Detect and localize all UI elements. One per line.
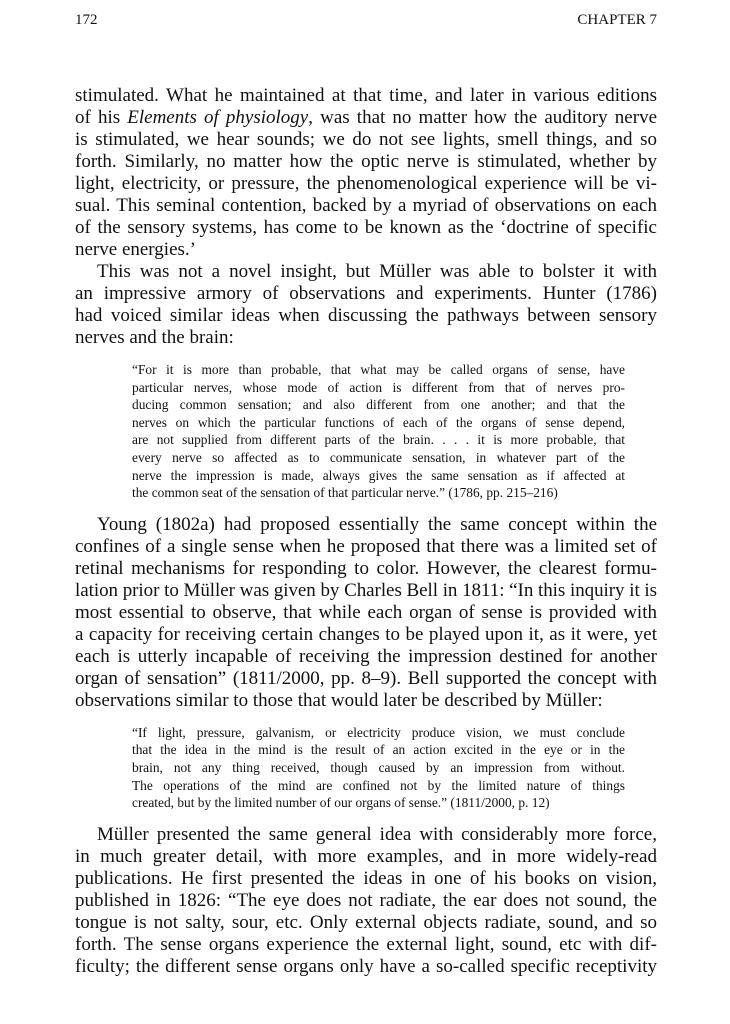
text-line: confines of a single sense when he proposed that there was a limited set of [75, 535, 657, 557]
text-line: stimulated. What he maintained at that time, and later in various editions [75, 85, 657, 106]
text-line: each is utterly incapable of receiving the impression destined for another [75, 645, 657, 667]
text-line: This was not a novel insight, but Müller was able to bolster it with [97, 261, 657, 282]
body-text-2 [75, 514, 657, 712]
quote-line: “For it is more than probable, that what may be called organs of sense, have [132, 362, 625, 377]
text-line: organ of sensation” (1811/2000, pp. 8–9). Bell supported the concept with [75, 667, 657, 689]
text-line: nerve energies.’ [75, 239, 196, 260]
quote-line: The operations of the mind are confined not by the limited nature of things [132, 777, 625, 793]
quote-line: brain, not any thing received, though caused by an impression from without. [132, 759, 625, 775]
text-line: observations similar to those that would later be described by Müller: [75, 689, 603, 711]
body-text-3 [75, 824, 657, 978]
page-number: 172 [75, 12, 98, 28]
text-line [75, 107, 657, 129]
text-line: forth. Similarly, no matter how the optic nerve is stimulated, whether by [75, 151, 657, 172]
quote-line: that the idea in the mind is the result of an action excited in the eye or in the [132, 742, 625, 758]
quote-line: nerve the impression is made, always gives the same sensation as if affected at [132, 467, 625, 483]
page-body [75, 85, 657, 978]
text-span: of his [75, 107, 128, 128]
text-line: sual. This seminal contention, backed by a myriad of observations on each [75, 195, 657, 216]
block-quote-hunter [132, 361, 625, 502]
block-quote-bell [132, 724, 625, 812]
running-header: CHAPTER 7 [577, 12, 657, 28]
text-line: retinal mechanisms for responding to color. However, the clearest formu- [75, 557, 657, 579]
text-line: of the sensory systems, has come to be known as the ‘doctrine of specific [75, 217, 657, 238]
text-line: Young (1802a) had proposed essentially the same concept within the [97, 513, 657, 535]
text-line: tongue is not salty, sour, etc. Only external objects radiate, sound, and so [75, 911, 657, 933]
text-line: light, electricity, or pressure, the phenomenological experience will be vi- [75, 173, 657, 194]
text-line: had voiced similar ideas when discussing the pathways between sensory [75, 305, 657, 326]
text-line: a capacity for receiving certain changes to be played upon it, as it were, yet [75, 623, 657, 645]
text-line: ficulty; the different sense organs only have a so-called specific receptivity [75, 955, 657, 977]
quote-line: every nerve so affected as to communicate sensation, in whatever part of the [132, 449, 625, 465]
text-line: published in 1826: “The eye does not radiate, the ear does not sound, the [75, 889, 657, 911]
text-line: is stimulated, we hear sounds; we do not see lights, smell things, and so [75, 129, 657, 150]
text-line: most essential to observe, that while each organ of sense is provided with [75, 601, 657, 623]
quote-line: ducing common sensation; and also different from one another; and that the [132, 397, 625, 413]
text-line: forth. The sense organs experience the external light, sound, etc with dif- [75, 933, 657, 955]
text-line: in much greater detail, with more examples, and in more widely-read [75, 845, 657, 867]
text-line: an impressive armory of observations and experiments. Hunter (1786) [75, 283, 657, 304]
quote-line: created, but by the limited number of our organs of sense.” (1811/2000, p. 12) [132, 795, 550, 811]
body-text-1 [75, 85, 657, 349]
text-line: Müller presented the same general idea with considerably more force, [97, 823, 657, 845]
quote-line: are not supplied from different parts of the brain. . . . it is more probable, that [132, 432, 625, 448]
book-title: Elements of physiology [127, 107, 309, 128]
text-line: nerves and the brain: [75, 327, 234, 348]
quote-line: the common seat of the sensation of that particular nerve.” (1786, pp. 215–216) [132, 485, 558, 501]
quote-line: “If light, pressure, galvanism, or electricity produce vision, we must conclude [132, 724, 625, 740]
text-span: , was that no matter how the auditory nerve [308, 107, 658, 128]
text-line: lation prior to Müller was given by Charles Bell in 1811: “In this inquiry it is [75, 579, 657, 601]
text-line: publications. He first presented the ideas in one of his books on vision, [75, 867, 657, 889]
quote-line: particular nerves, whose mode of action is different from that of nerves pro- [132, 379, 625, 395]
quote-line: nerves on which the particular functions of each of the organs of sense depend, [132, 414, 625, 430]
